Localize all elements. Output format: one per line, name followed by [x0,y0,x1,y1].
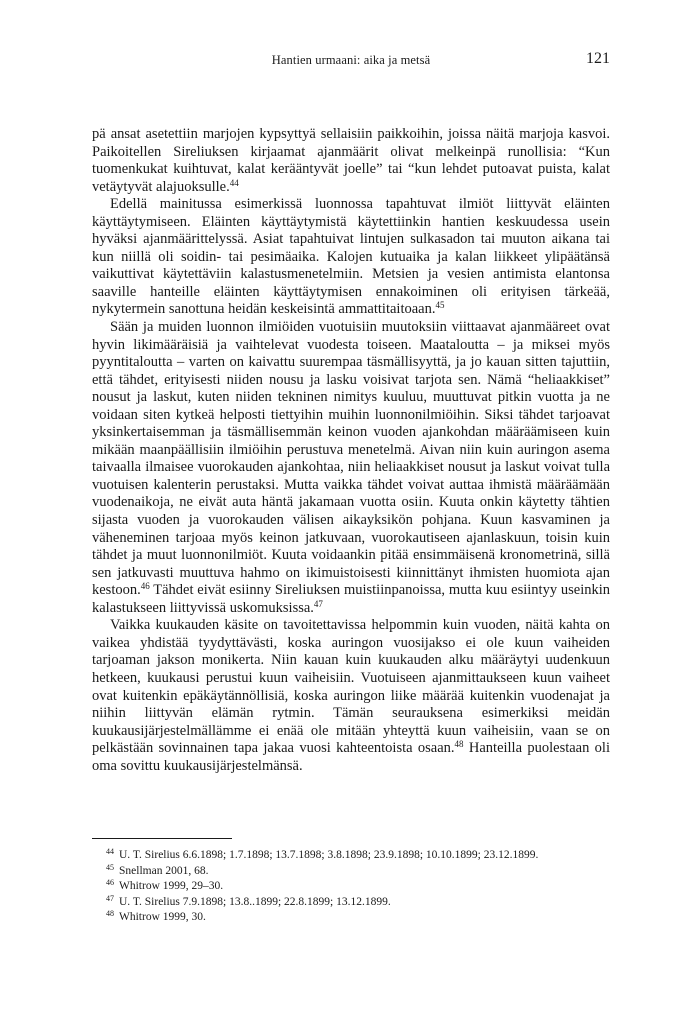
page-number: 121 [586,50,610,67]
footnote-45 [92,864,610,880]
paragraph-3 [92,319,610,617]
paragraph-1-text: pä ansat asetettiin marjojen kypsyttyä sellaisiin paikkoihin, joissa näitä marjoja kasvoi. Paikoitellen Sireliuksen kirjaamat ajanmäärit olivat melkeinpä runollisia: “Kun tuomenkukat kuihtuvat, kalat kerääntyvät joelle” tai “kun lehdet putoavat puista, kalat vetäytyvät alajuoksulle. [92,126,610,195]
footnote-text: Snellman 2001, 68. [119,864,209,877]
footnote-text: U. T. Sirelius 7.9.1898; 13.8..1899; 22.8.1899; 13.12.1899. [119,895,391,908]
paragraph-4-text: Vaikka kuukauden käsite on tavoitettavissa helpommin kuin vuoden, näitä kahta on vaikea yhdistää tyydyttävästi, koska auringon vuosijakso ei ole kuun vaiheiden tarjoaman jakson monikerta. Niin kauan kuin kuukauden alku määräytyi uudenkuun hetkeen, kuukausi perustui kuun vaiheisiin. Vuotuiseen ajanmittaukseen kuun vaiheet ovat kuitenkin epäkäytännöllisiä, koska auringon liike määrää kuitenkin vuodenajat ja niihin liittyvän elämän rytmin. Tämän seurauksena esimerkiksi meidän kuukausijärjestelmällämme ei enää ole mitään yhteyttä kuun vaiheisiin, vaan se on pelkästään sovinnainen tapa jakaa vuosi kahteentoista osaan. [92,617,610,757]
paragraph-1 [92,126,610,196]
footnote-48 [92,910,610,926]
footnote-separator [92,838,232,839]
footnote-text: U. T. Sirelius 6.6.1898; 1.7.1898; 13.7.1898; 3.8.1898; 23.9.1898; 10.10.1899; 23.12.1899. [119,849,539,861]
footnote-number: 46 [106,878,114,888]
footnote-44 [92,848,610,864]
footnote-ref-48[interactable]: 48 [454,739,464,750]
footnote-ref-44[interactable]: 44 [229,177,239,188]
running-head [92,50,610,72]
footnote-ref-45[interactable]: 45 [435,300,445,311]
footnote-number: 48 [106,909,114,919]
paragraph-2-text: Edellä mainitussa esimerkissä luonnossa tapahtuvat ilmiöt liittyvät eläinten käyttäytymiseen. Eläinten käyttäytymistä käytettiinkin hantien keskuudessa usein hyväksi ajanmäärittelyssä. Asiat tapahtuivat lintujen sulkasadon tai muuton aikana tai kun niillä oli soidin- tai pesimäaika. Kalojen kutuaika ja kalan liikkeet ylipäätänsä vaikuttivat käytettäviin kalastusmenetelmiin. Metsien ja vesien antimista elantonsa saaville hanteille eläinten käyttäytymisen ennakoiminen oli erityisen tärkeää, nykytermein sanottuna heidän keskeisintä ammattitaitoaan. [92,196,610,318]
footnote-number: 45 [106,862,114,872]
footnotes [92,848,610,926]
footnote-text: Whitrow 1999, 29–30. [119,880,224,893]
footnote-47 [92,895,610,911]
footnote-46 [92,879,610,895]
footnote-number: 47 [106,893,114,903]
paragraph-3-text-after: Tähdet eivät esiinny Sireliuksen muistiinpanoissa, mutta kuu esiintyy useinkin kalastukseen liittyvissä uskomuksissa. [92,582,610,616]
paragraph-2 [92,196,610,319]
footnote-ref-47[interactable]: 47 [313,598,323,609]
paragraph-4-text-after: Hanteilla puolestaan oli oma sovittu kuukausijärjestelmänsä. [92,740,610,774]
footnote-ref-46[interactable]: 46 [140,581,150,592]
body-text [92,126,610,775]
running-title: Hantien urmaani: aika ja metsä [271,53,431,67]
paragraph-3-text: Sään ja muiden luonnon ilmiöiden vuotuisiin muutoksiin viittaavat ajanmääreet ovat hyvin likimääräisiä ja vaihtelevat vuodesta toiseen. Maataloutta – ja miksei myös pyyntitaloutta – varten on kaivattu suurempaa täsmällisyyttä, ja jo kauan sitten tajuttiin, että tähdet, erityisesti niiden nousu ja lasku voisivat tarjota sen. Nämä “heliaakkiset” nousut ja laskut, kuten niiden tekninen nimitys kuuluu, muuttuvat pitkin vuotta ja ne voidaan siten kytkeä helposti tiettyihin muihin luonnonilmiöihin. Siksi tähdet tarjoavat yksinkertaisemman ja täsmällisemmän keinon vuoden ajankohdan määräämiseen kuin mikään maanpäällisiin ilmiöihin perustuva menetelmä. Aivan niin kuin auringon asema taivaalla ilmaisee vuorokauden ajankohtaa, niin heliaakkiset nousut ja laskut voivat tulla vuotuisen kalenterin perustaksi. Mutta vaikka tähdet voivat auttaa ihmistä määräämään vuodenaikoja, ne eivät auta häntä jakamaan vuotta osiin. Kuuta onkin käytetty tähtien sijasta vuoden ja vuorokauden välisen aikayksikön pohjana. Kuun kasvaminen ja väheneminen tarjoaa myös keinon jatkuvaan, vuorokautiseen ajanlaskuun, toisin kuin tähdet ja muut luonnonilmiöt. Kuuta voidaankin pitää ensimmäisenä kronometrinä, sillä sen jatkuvasti muuttuva hahmo on ikimuistoisesti kiinnittänyt ihmisten huomiota ajan kestoon. [92,319,610,599]
paragraph-4 [92,617,610,775]
footnote-number: 44 [106,847,114,856]
footnote-text: Whitrow 1999, 30. [119,911,206,924]
